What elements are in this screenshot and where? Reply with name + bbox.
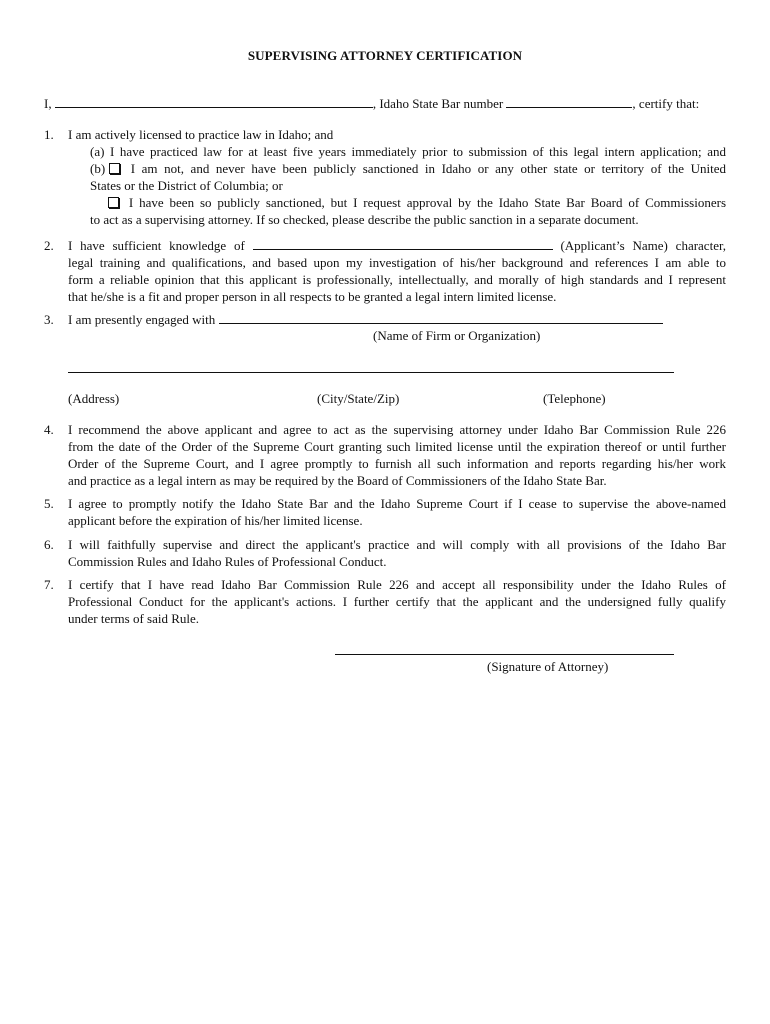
signature-caption: (Signature of Attorney) xyxy=(487,659,609,674)
item-1b-prefix: (b) xyxy=(90,161,106,176)
item-number: 6. xyxy=(44,537,54,552)
item-number: 1. xyxy=(44,127,54,142)
intro-suffix: , certify that: xyxy=(632,96,700,111)
item-2 xyxy=(44,237,726,307)
item-2-line4: that he/she is a fit and proper person in all respects to be granted a legal intern limited license. xyxy=(68,289,557,304)
item-4-line3: Order of the Supreme Court, and I agree promptly to furnish all such information and reports regarding his/her work xyxy=(68,456,726,471)
attorney-name-field[interactable] xyxy=(55,95,373,108)
item-1b-line1 xyxy=(90,160,726,177)
intro-prefix: I, xyxy=(44,96,52,111)
item-6-line2: Commission Rules and Idaho Rules of Professional Conduct. xyxy=(68,554,387,569)
item-4 xyxy=(44,421,726,491)
item-4-line4: and practice as a legal intern as may be required by the Board of Commissioners of the Idaho State Bar. xyxy=(68,473,607,488)
item-1c-line1 xyxy=(90,194,726,211)
item-1 xyxy=(44,126,726,226)
item-4-line2: from the date of the Order of the Supreme Court granting such limited license until the expiration thereof or until further xyxy=(68,439,726,454)
item-number: 5. xyxy=(44,496,54,511)
item-7-line3: under terms of said Rule. xyxy=(68,611,200,626)
item-number: 7. xyxy=(44,577,54,592)
item-6-line1: I will faithfully supervise and direct the applicant's practice and will comply with all provisions of the Idaho Bar xyxy=(68,537,726,552)
item-5-line2: applicant before the expiration of his/her limited license. xyxy=(68,513,363,528)
applicant-name-field[interactable] xyxy=(253,237,553,250)
item-number: 3. xyxy=(44,312,54,327)
item-6 xyxy=(44,536,726,572)
bar-number-field[interactable] xyxy=(506,95,632,108)
item-2-line2: legal training and qualifications, and based upon my investigation of his/her background and references I am able to xyxy=(68,255,726,270)
item-7 xyxy=(44,576,726,630)
item-4-line1: I recommend the above applicant and agree to act as the supervising attorney under Idaho Bar Commission Rule 226 xyxy=(68,422,726,437)
item-1c-text: I have been so publicly sanctioned, but I request approval by the Idaho State Bar Board of Commissioners xyxy=(128,195,726,210)
item-1c-line2: to act as a supervising attorney. If so checked, please describe the public sanction in a separate document. xyxy=(90,212,639,227)
item-1a-text: (a) I have practiced law for at least five years immediately prior to submission of this legal intern application; and xyxy=(90,144,726,159)
checkbox-not-sanctioned[interactable] xyxy=(109,163,120,174)
signature-field[interactable] xyxy=(335,654,674,655)
document-title: SUPERVISING ATTORNEY CERTIFICATION xyxy=(247,48,523,63)
intro-line xyxy=(44,95,699,112)
address-field[interactable] xyxy=(68,372,674,373)
item-1b-text: I am not, and never have been publicly sanctioned in Idaho or any other state or territory of the United xyxy=(130,161,726,176)
firm-name-field[interactable] xyxy=(219,311,663,324)
intro-middle: , Idaho State Bar number xyxy=(372,96,504,111)
item-7-line2: Professional Conduct for the applicant's actions. I further certify that the applicant and the undersigned fully qualify xyxy=(68,594,726,609)
item-2-line3: form a reliable opinion that this applicant is professionally, intellectually, and morally of high standards and I represent xyxy=(68,272,726,287)
city-caption: (City/State/Zip) xyxy=(317,391,400,406)
phone-caption: (Telephone) xyxy=(543,391,606,406)
item-number: 4. xyxy=(44,422,54,437)
item-number: 2. xyxy=(44,238,54,253)
item-7-line1: I certify that I have read Idaho Bar Commission Rule 226 and accept all responsibility under the Idaho Rules of xyxy=(68,577,726,592)
checkbox-sanctioned[interactable] xyxy=(108,197,119,208)
item-1b-line2: States or the District of Columbia; or xyxy=(90,178,283,193)
item-3-text: I am presently engaged with xyxy=(68,311,726,328)
firm-caption: (Name of Firm or Organization) xyxy=(373,328,541,343)
address-caption: (Address) xyxy=(68,391,120,406)
item-5 xyxy=(44,495,726,531)
item-2-line1: I have sufficient knowledge of (Applicant’s Name) character, xyxy=(68,238,726,253)
item-1-text: I am actively licensed to practice law in Idaho; and xyxy=(68,127,334,142)
item-5-line1: I agree to promptly notify the Idaho State Bar and the Idaho Supreme Court if I cease to supervise the above-named xyxy=(68,496,726,511)
